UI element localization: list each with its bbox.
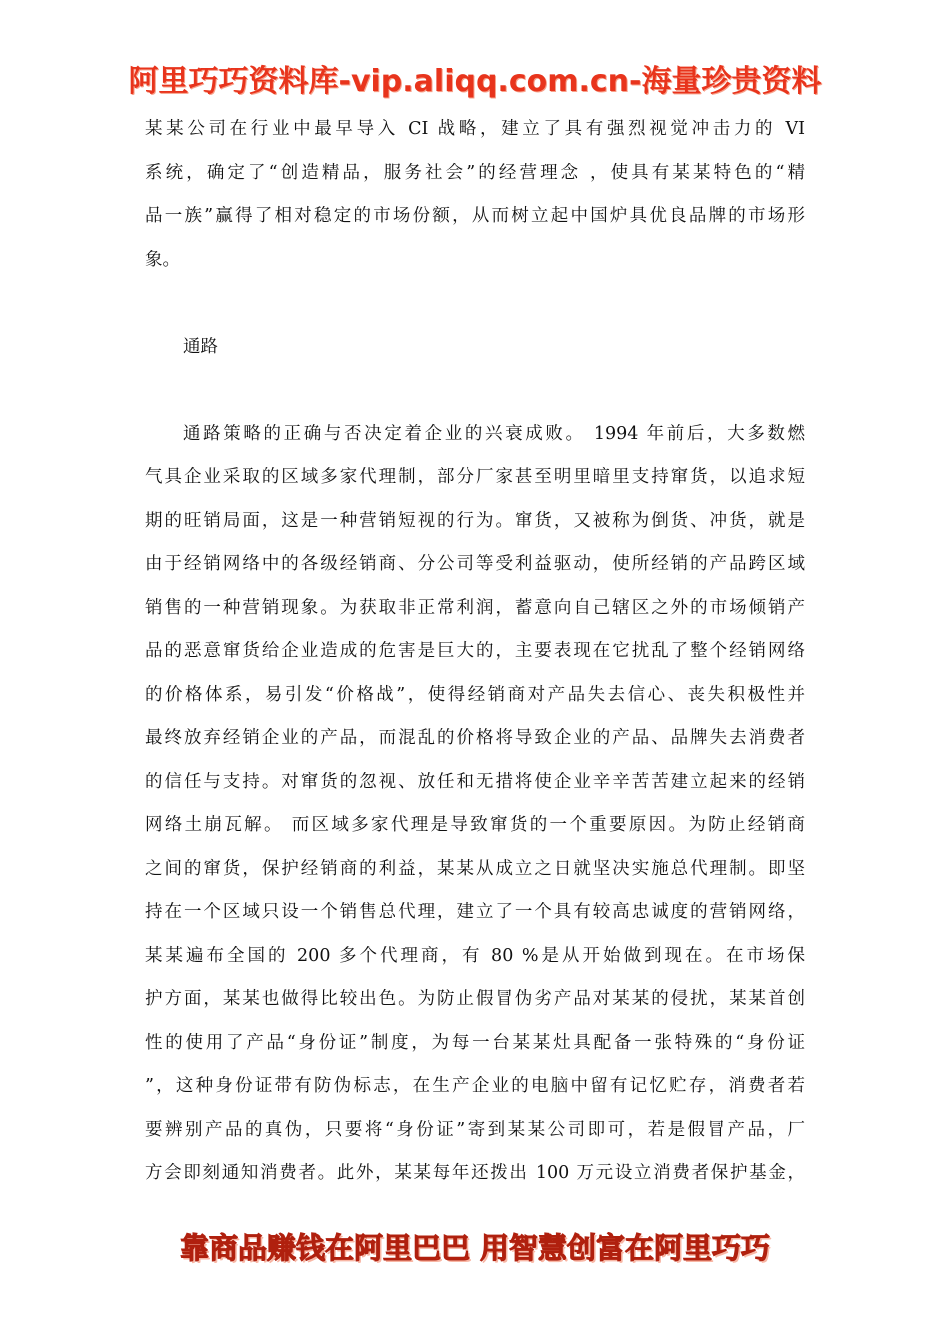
paragraph-line: 最终放弃经销企业的产品，而混乱的价格将导致企业的产品、品牌失去消费者 — [145, 728, 805, 748]
paragraph-line: 通路策略的正确与否决定着企业的兴衰成败。 1994 年前后，大多数燃 — [183, 423, 805, 444]
paragraph-line: 品一族”赢得了相对稳定的市场份额，从而树立起中国炉具优良品牌的市场形 — [145, 206, 805, 226]
paragraph-line: 网络土崩瓦解。 而区域多家代理是导致窜货的一个重要原因。为防止经销商 — [145, 815, 805, 835]
paragraph-line: 某某公司在行业中最早导入 CI 战略，建立了具有强烈视觉冲击力的 VI — [145, 119, 805, 139]
blank-line — [145, 369, 805, 413]
paragraph-line: 象。 — [145, 249, 180, 270]
header-banner: 阿里巧巧资料库-vip.aliqq.com.cn-海量珍贵资料 — [128, 64, 822, 99]
document-body — [145, 108, 805, 1196]
paragraph-line: 销售的一种营销现象。为获取非正常利润，蓄意向自己辖区之外的市场倾销产 — [145, 597, 805, 618]
paragraph-line: 系统，确定了“创造精品，服务社会”的经营理念 ，使具有某某特色的“精 — [145, 162, 805, 183]
footer-banner: 靠商品赚钱在阿里巴巴 用智慧创富在阿里巧巧 — [179, 1231, 771, 1265]
paragraph-line: 性的使用了产品“身份证”制度，为每一台某某灶具配备一张特殊的“身份证 — [145, 1032, 805, 1053]
paragraph-line: 气具企业采取的区域多家代理制，部分厂家甚至明里暗里支持窜货，以追求短 — [145, 467, 805, 487]
section-heading: 通路 — [183, 336, 218, 357]
paragraph-ci-strategy — [145, 108, 805, 282]
paragraph-line: 期的旺销局面，这是一种营销短视的行为。窜货，又被称为倒货、冲货，就是 — [145, 510, 805, 531]
paragraph-line: 之间的窜货，保护经销商的利益，某某从成立之日就坚决实施总代理制。即坚 — [145, 858, 805, 879]
paragraph-line: 要辨别产品的真伪，只要将“身份证”寄到某某公司即可，若是假冒产品，厂 — [145, 1119, 805, 1140]
paragraph-line: 的信任与支持。对窜货的忽视、放任和无措将使企业辛辛苦苦建立起来的经销 — [145, 771, 805, 792]
paragraph-line: 某某遍布全国的 200 多个代理商，有 80 %是从开始做到现在。在市场保 — [145, 945, 805, 966]
blank-line — [145, 282, 805, 326]
paragraph-line: 方会即刻通知消费者。此外，某某每年还拨出 100 万元设立消费者保护基金， — [145, 1163, 805, 1183]
paragraph-line: 的价格体系，易引发“价格战”，使得经销商对产品失去信心、丧失积极性并 — [145, 684, 805, 705]
paragraph-line: 由于经销网络中的各级经销商、分公司等受利益驱动，使所经销的产品跨区域 — [145, 554, 805, 574]
paragraph-line: ”，这种身份证带有防伪标志，在生产企业的电脑中留有记忆贮存，消费者若 — [145, 1076, 805, 1096]
paragraph-line: 持在一个区域只设一个销售总代理，建立了一个具有较高忠诚度的营销网络， — [145, 902, 805, 922]
paragraph-line: 护方面，某某也做得比较出色。为防止假冒伪劣产品对某某的侵扰，某某首创 — [145, 989, 805, 1009]
paragraph-line: 品的恶意窜货给企业造成的危害是巨大的，主要表现在它扰乱了整个经销网络 — [145, 641, 805, 661]
paragraph-channel-strategy — [145, 413, 805, 1196]
